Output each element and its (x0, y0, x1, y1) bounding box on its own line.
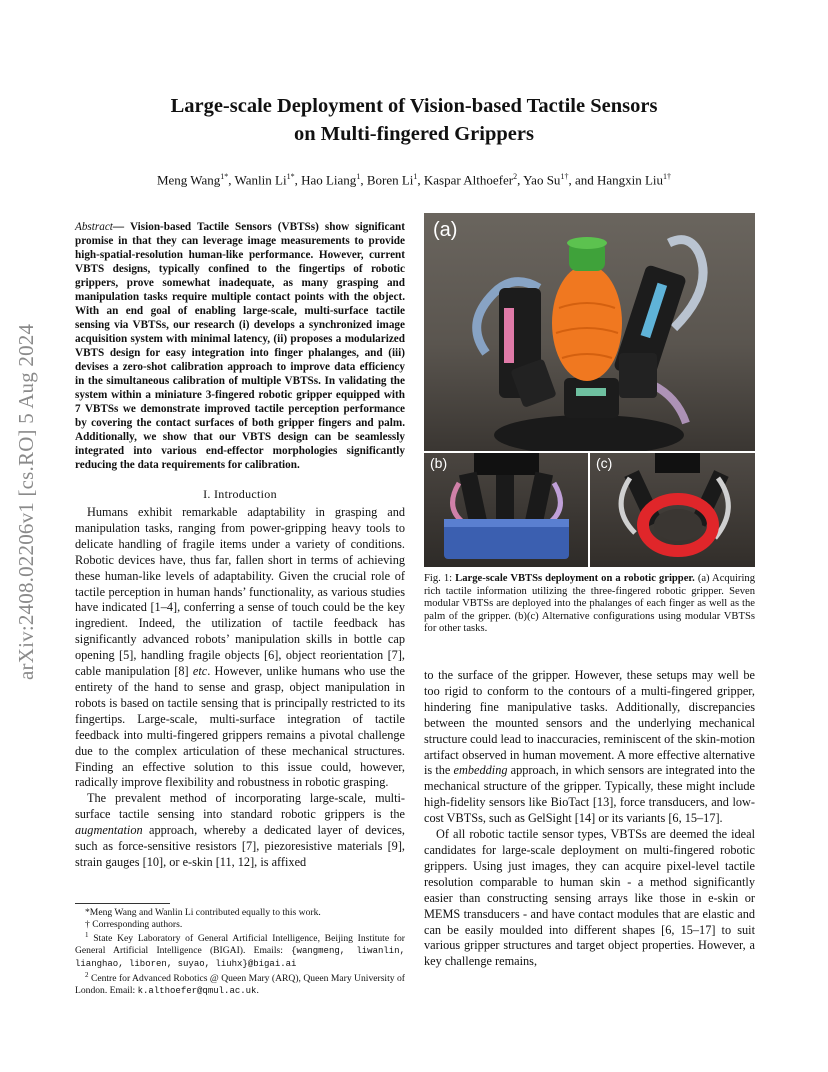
paragraph (424, 668, 755, 827)
author-affil: 2 (513, 172, 518, 181)
paragraph (75, 791, 405, 871)
author-affil: 1* (286, 172, 295, 181)
caption-label: Fig. 1: (424, 573, 453, 584)
footnote-email[interactable]: k.althoefer@qmul.ac.uk (137, 985, 257, 996)
figure-panel-a (424, 213, 755, 451)
figure-caption (424, 573, 755, 636)
paragraph-text: to the surface of the gripper. However, these setups may well be too rigid to conform to the contours of a multi-fingered gripper, hindering fine manipulative tasks. Additionally, discrepancies between the mounted sensors and the underlying mechanical structure could lead to inaccuracies, reminiscent of the skin-motion artifact observed in human movement. A more effective alternative is the (424, 668, 755, 778)
footnote-rule (75, 903, 170, 904)
title-line-2: on Multi-fingered Grippers (294, 123, 534, 145)
panel-label-b: (b) (430, 455, 448, 471)
caption-title: Large-scale VBTSs deployment on a robotic gripper. (455, 573, 695, 584)
paragraph-text: approach, whereby a dedicated layer of devices, such as force-sensitive resistors [7], piezoresistive materials [9], strain gauges [10], or e-skin [11, 12], is affixed (75, 823, 405, 869)
footnote-mark: 1 (85, 931, 89, 940)
paragraph-text: approach, in which sensors are integrated into the mechanical structure of the gripper. Typically, these might include high-fidelity sensors like BioTact [13], force transducers, and low-cost VBTSs, such as GelSight [14] or its variants [6, 15–17]. (424, 763, 755, 826)
footnotes (75, 907, 405, 998)
title-line-1: Large-scale Deployment of Vision-based Tactile Sensors (170, 95, 658, 117)
intro-right-column (424, 668, 755, 970)
paragraph-text: The prevalent method of incorporating large-scale, multi-surface tactile sensing into standard robotic grippers is the (75, 791, 405, 822)
figure-panel-b (424, 453, 588, 567)
footnote-text: State Key Laboratory of General Artificial Intelligence, Beijing Institute for General Artificial Intelligence (BIGAI). Emails: (75, 933, 405, 956)
italic-augmentation: augmentation (75, 823, 143, 838)
author: Kaspar Althoefer (423, 172, 514, 188)
paragraph: Of all robotic tactile sensor types, VBTSs are deemed the ideal candidates for large-scale deployment on multi-fingered robotic grippers. Using just images, they can acquire pixel-level tactile resolution comparable to human skin - a method significantly easier than constructing sensing arrays like those in e-skin or MEMS transducers - and have contact modules that are elastic and can be easily moulded into different shapes [6, 15–17] to suit various gripper structures and target object properties. However, a key challenge remains, (424, 827, 755, 969)
author-affil: 1† (663, 172, 672, 181)
arxiv-identifier: arXiv:2408.02206v1 [cs.RO] 5 Aug 2024 (14, 323, 38, 680)
paragraph (75, 505, 405, 791)
author: Meng Wang (156, 172, 221, 188)
footnote-emails[interactable]: {wangmeng, liwanlin, lianghao, liboren, suyao, liuhx}@bigai.ai (75, 945, 405, 969)
footnote: † Corresponding authors. (85, 918, 183, 930)
panel-label-c: (c) (596, 455, 613, 471)
gripper-photo-c (590, 453, 755, 567)
footnote-text: Centre for Advanced Robotics @ Queen Mary (ARQ), Queen Mary University of London. Email: (75, 973, 405, 996)
figure-panel-c (590, 453, 755, 567)
paragraph-text: Humans exhibit remarkable adaptability in grasping and manipulation tasks, ranging from power-gripping heavy tools to delicate handling of fragile items under a variety of conditions. Robotic devices have, thus far, fallen short in terms of achieving these human-like levels of adaptability. Given the crucial role of tactile perception in human hands’ functionality, as various studies have indicated [1–4], conferring a sense of touch could be the key ingredient. Indeed, the utilization of tactile feedback has significantly advanced robots’ manipulation skills in bottle cap opening [5], handling fragile objects [6], object reorientation [7], cable manipulation [8] (75, 505, 405, 679)
paragraph-text: . However, unlike humans who use the entirety of the hand to sense and grasp, object manipulation in robots is based on tactile sensing that is principally restricted to its fingertips. Large-scale, multi-surface integration of tactile feedback into multi-fingered grippers remains a pivotal challenge due to the complex articulation of these mechanical structures. Finding an effective solution to this issue could, however, radically improve flexibility and robustness in robotic grasping. (75, 664, 405, 790)
panel-label-a: (a) (433, 219, 458, 241)
gripper-photo-a (424, 213, 755, 451)
author: Yao Su (523, 172, 561, 188)
caption-text: (a) Acquiring rich tactile information utilizing the three-fingered robotic gripper. Seven modular VBTSs are deployed into the phalanges of each finger as well as the palm of the gripper. (b)(c) Alternative configurations using modular VBTSs for other tasks. (424, 573, 755, 634)
intro-left-column (75, 505, 405, 871)
footnote (75, 970, 405, 997)
author-affil: 1† (560, 172, 569, 181)
footnote-mark: 2 (85, 971, 89, 980)
footnote: *Meng Wang and Wanlin Li contributed equally to this work. (85, 907, 321, 918)
author-affil: 1* (220, 172, 229, 181)
italic-embedding: embedding (453, 763, 508, 778)
gripper-photo-b (424, 453, 588, 567)
author: Boren Li (366, 172, 414, 188)
italic-etc: etc (192, 664, 208, 679)
author: Wanlin Li (234, 172, 287, 188)
figure-1 (424, 213, 755, 567)
author: Hangxin Liu (596, 172, 664, 188)
author-list: Meng Wang$^{1*}$, Wanlin $Li^{1*}$, Hao Liang$^1$, Boren Li$^1$, Kaspar Althoefer$^2$, Yao $Su^{1\dagger}$, and Hangxin Liu$^{1\dagger}$ (156, 172, 672, 188)
author: Hao Liang (301, 172, 357, 188)
footnote-text: . (256, 984, 259, 996)
section-heading: I. Introduction (203, 487, 277, 501)
abstract-label: Abstract (75, 221, 113, 233)
paper-title (0, 92, 828, 148)
author-and: and (574, 172, 594, 188)
abstract-text: — Vision-based Tactile Sensors (VBTSs) show significant promise in that they can leverage image measurements to provide high-spatial-resolution human-like performance. However, current VBTS designs, typically confined to the fingertips of robotic grippers, prove somewhat inadequate, as many grasping and manipulation tasks require multiple contact points with the object. With an end goal of enabling large-scale, multi-surface tactile sensing via VBTSs, our research (i) develops a synchronized image acquisition system with minimal latency, (ii) proposes a modularized VBTS design for easy integration into finger phalanges, and (iii) devises a zero-shot calibration approach to improve data efficiency in the simultaneous calibration of multiple VBTSs. In validating the system within a miniature 3-fingered robotic gripper equipped with 7 VBTSs we demonstrate improved tactile perception performance by covering the contact surfaces of both gripper fingers and palm. Additionally, we show that our VBTS design can be seamlessly integrated into various end-effector morphologies significantly reducing the data requirements for calibration. (75, 221, 405, 471)
footnote (75, 930, 405, 970)
author-affil: 1 (356, 172, 361, 181)
author-affil: 1 (413, 172, 418, 181)
abstract (75, 220, 405, 472)
